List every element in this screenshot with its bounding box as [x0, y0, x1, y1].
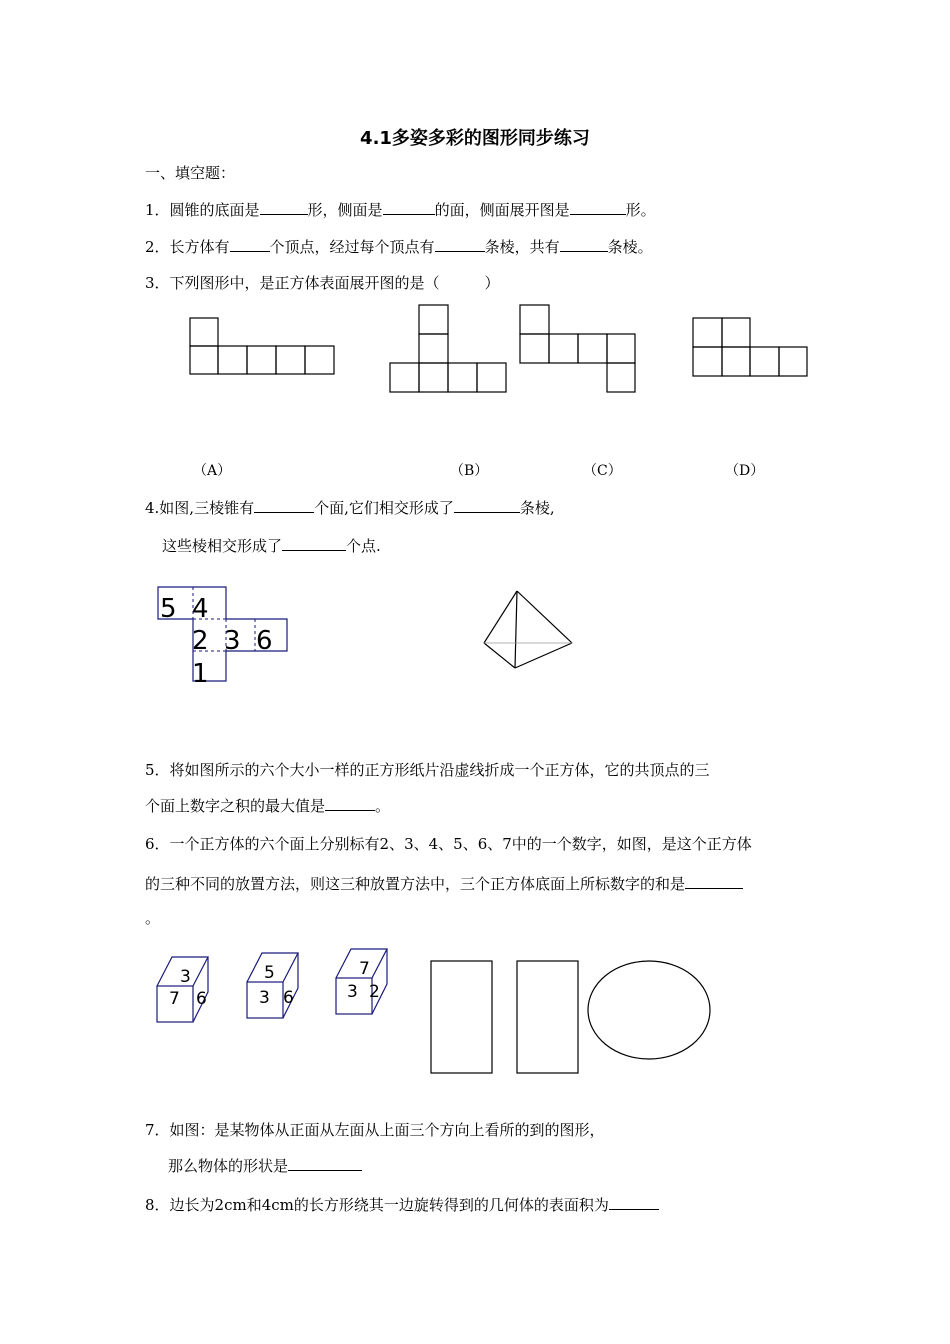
- question-6-line-2: 的三种不同的放置方法，则这三种放置方法中，三个正方体底面上所标数字的和是: [145, 874, 743, 894]
- net-digit: 4: [192, 594, 209, 624]
- question-4-line-2: 这些棱相交形成了 个点.: [162, 537, 381, 555]
- question-1: 1．圆锥的底面是 形，侧面是 的面，侧面展开图是 形。: [145, 201, 656, 219]
- cube-1-top-digit: 3: [180, 967, 191, 987]
- numbered-cube-net: [158, 587, 287, 689]
- question-6: 6．一个正方体的六个面上分别标有2、3、4、5、6、7中的一个数字，如图，是这个正方体: [145, 835, 752, 853]
- cube-net-option-c: [520, 305, 635, 392]
- question-5-line-2: 个面上数字之积的最大值是 。: [145, 797, 391, 815]
- net-digit: 3: [224, 626, 241, 656]
- cube-net-option-a: [190, 318, 334, 374]
- option-label-c: （C）: [583, 463, 622, 479]
- cube-2-top-digit: 5: [264, 963, 275, 983]
- net-digit: 5: [160, 594, 177, 624]
- question-4: 4.如图,三棱锥有 个面,它们相交形成了 条棱,: [145, 499, 555, 517]
- cube-3-front-digit: 3: [347, 982, 358, 1002]
- cube-net-option-d: [693, 318, 807, 376]
- option-label-d: （D）: [725, 463, 765, 479]
- question-7: 7．如图：是某物体从正面从左面从上面三个方向上看所的到的图形，: [145, 1121, 605, 1139]
- left-view-rectangle: [517, 961, 578, 1073]
- option-label-b: （B）: [450, 463, 489, 479]
- page-title: 4.1多姿多彩的图形同步练习: [360, 128, 590, 149]
- net-digit: 1: [192, 659, 209, 689]
- top-view-circle: [588, 961, 710, 1059]
- question-8: 8．边长为2cm和4cm的长方形绕其一边旋转得到的几何体的表面积为: [145, 1195, 659, 1215]
- front-view-rectangle: [431, 961, 492, 1073]
- cube-1-front-digit: 7: [169, 989, 180, 1009]
- net-digit: 2: [192, 626, 209, 656]
- option-label-a: （A）: [193, 463, 232, 479]
- cube-2-side-digit: 6: [283, 988, 294, 1008]
- question-6-line-3: 。: [145, 909, 161, 927]
- triangular-pyramid: [484, 591, 572, 668]
- section-heading: 一、填空题：: [145, 164, 236, 182]
- question-7-line-2: 那么物体的形状是: [168, 1156, 362, 1176]
- cube-1-side-digit: 6: [196, 989, 207, 1009]
- cube-3-side-digit: 2: [369, 982, 380, 1002]
- cube-2-front-digit: 3: [259, 988, 270, 1008]
- net-digit: 6: [256, 626, 273, 656]
- question-2: 2．长方体有 个顶点，经过每个顶点有 条棱，共有 条棱。: [145, 238, 653, 256]
- cube-3-top-digit: 7: [359, 959, 370, 979]
- question-3: 3．下列图形中，是正方体表面展开图的是（ ）: [145, 274, 500, 292]
- cube-net-option-b: [390, 305, 506, 392]
- question-5: 5．将如图所示的六个大小一样的正方形纸片沿虚线折成一个正方体，它的共顶点的三: [145, 761, 710, 779]
